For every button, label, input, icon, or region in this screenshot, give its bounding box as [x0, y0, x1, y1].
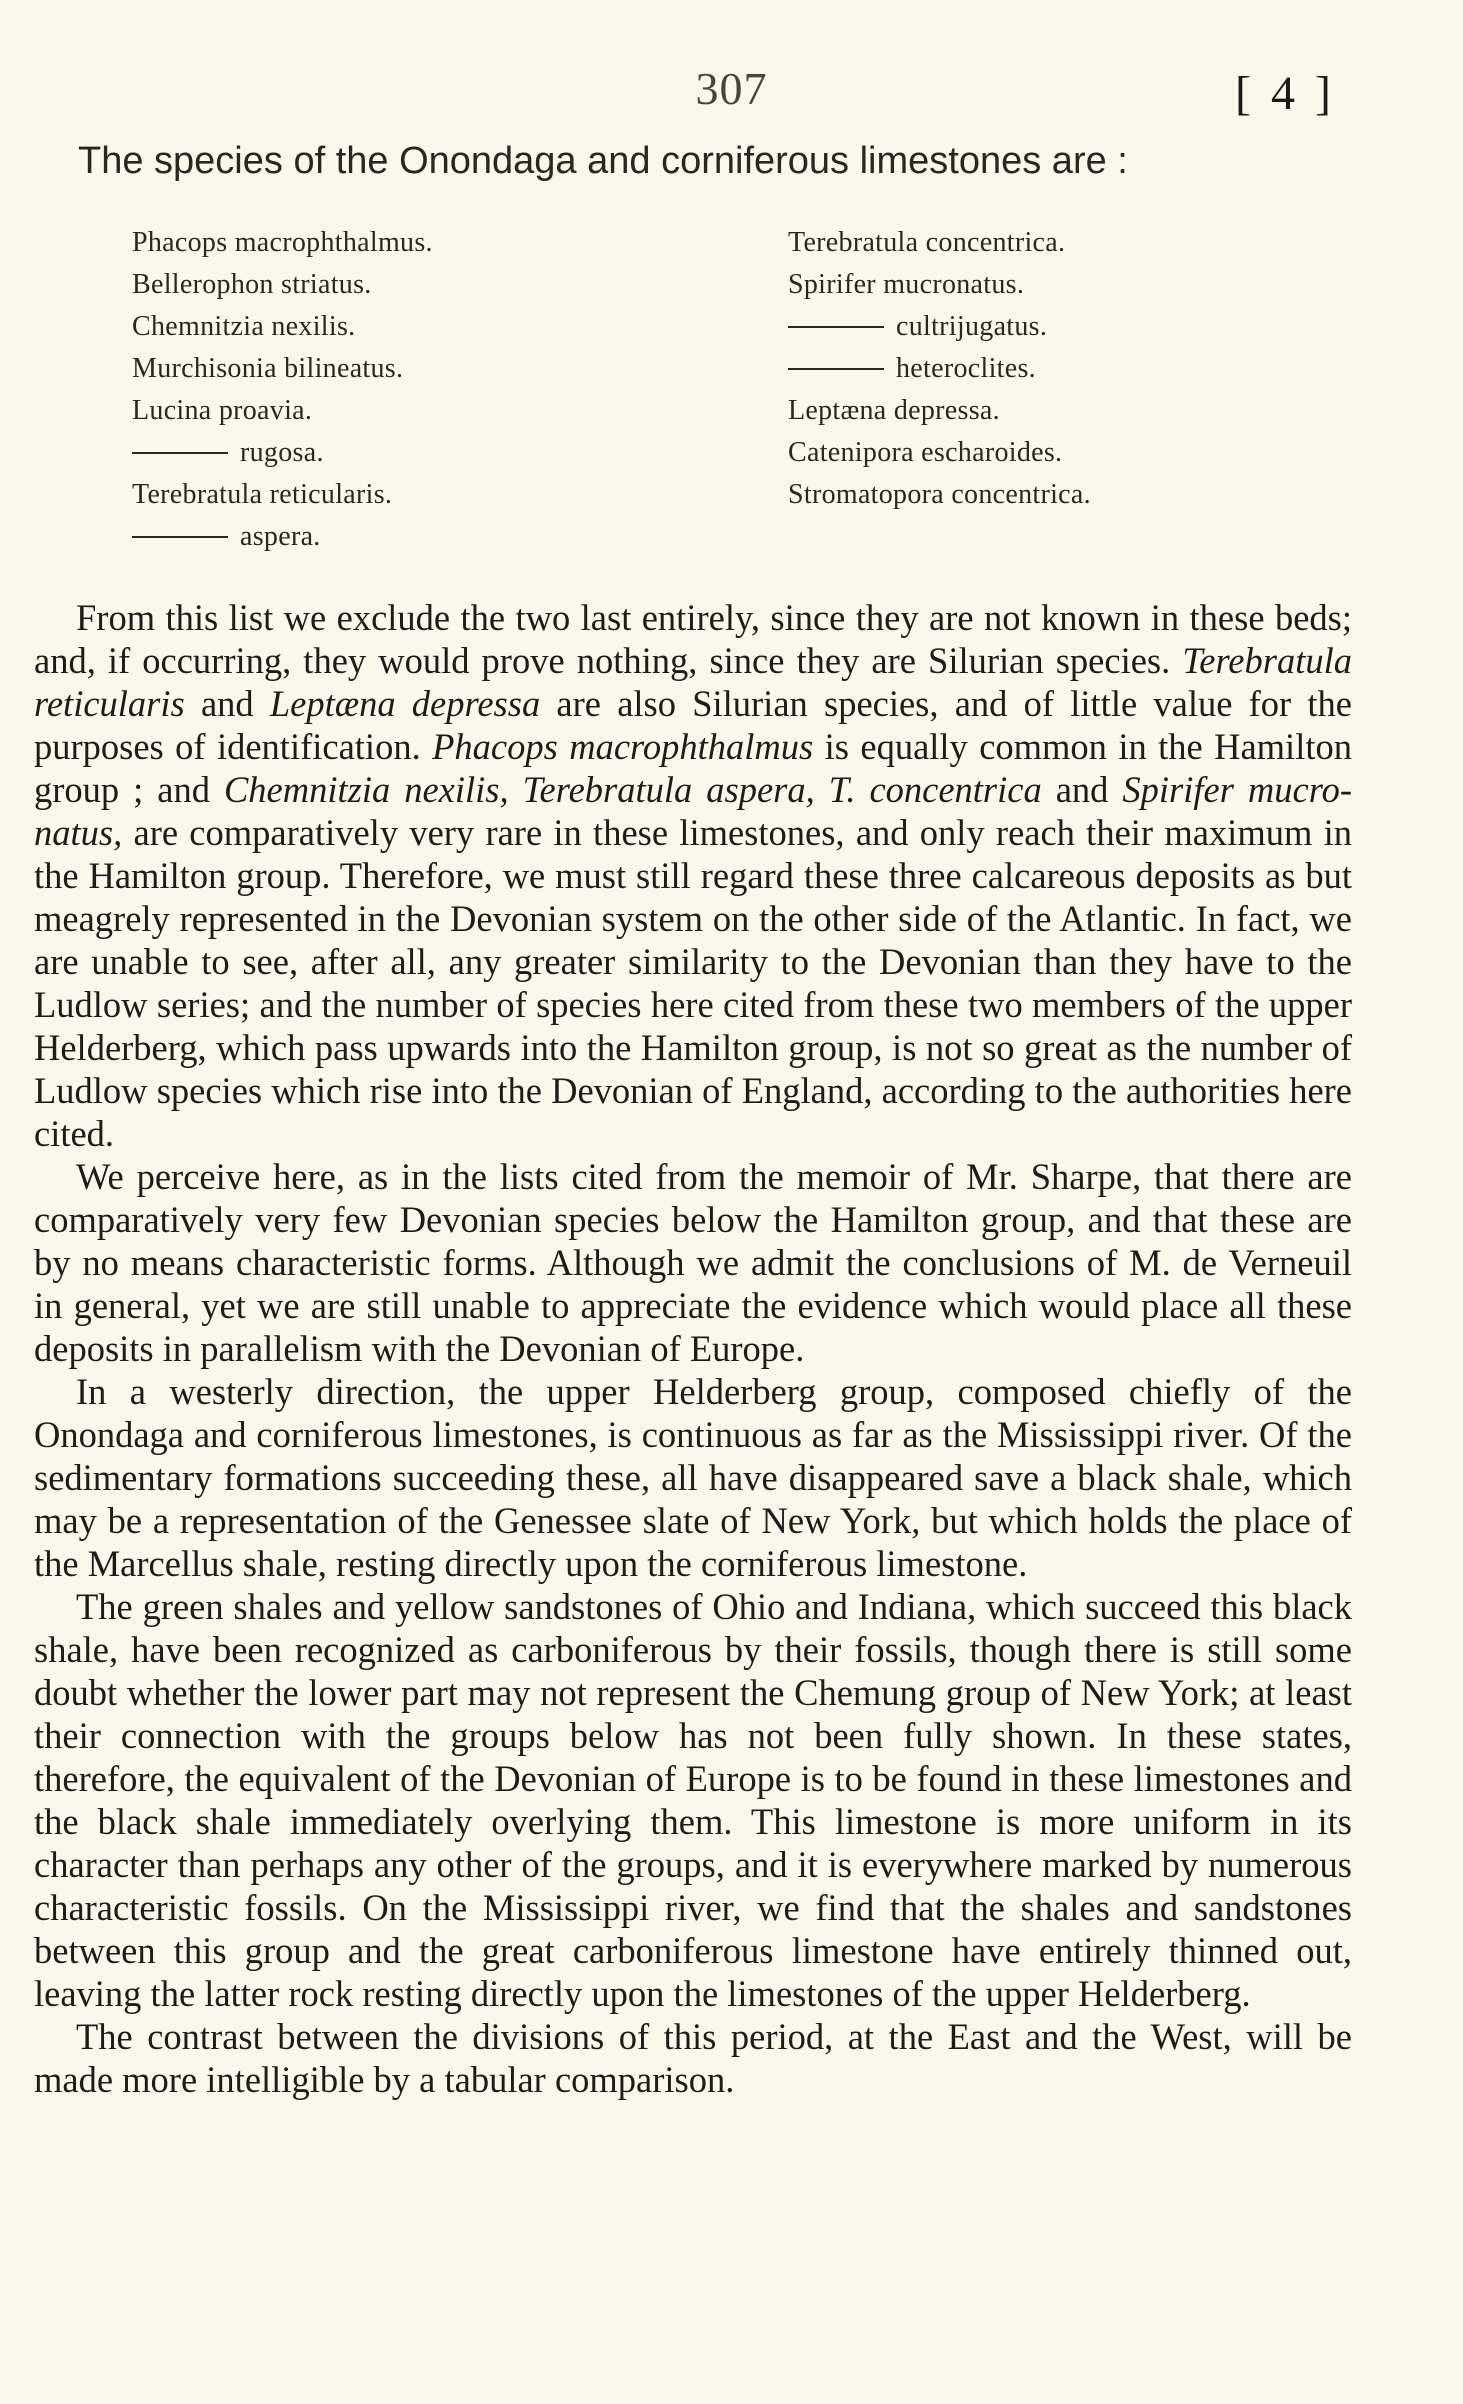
species-item [132, 222, 752, 264]
text-run: The contrast between the divisions of this period, at the East and the West, will be made more intelligible by a tabular comparison. [34, 2016, 1352, 2100]
ditto-dash [788, 326, 884, 328]
species-list-left [132, 222, 752, 558]
body-text [34, 596, 1352, 2101]
text-run: From this list we exclude the two last entirely, since they are not known in these beds; and, if occurring, they would prove nothing, since they are Silurian species. [34, 597, 1352, 681]
paragraph [34, 2015, 1352, 2101]
italic-species-name: Chemnitzia nexilis, Terebratula aspera, T. concentrica [223, 769, 1042, 810]
text-run: are also Silurian species, and of little value for the purposes of identification. [34, 683, 1352, 767]
species-name: heteroclites. [896, 353, 1036, 384]
paragraph [34, 596, 1352, 1155]
ditto-dash [132, 536, 228, 538]
paragraph [34, 1585, 1352, 2015]
text-run: is equally common in the Hamilton group ; and [34, 726, 1352, 810]
text-run: We perceive here, as in the lists cited from the memoir of Mr. Sharpe, that there are comparatively very few Devonian species below the Hamilton group, and that these are by no means characteristic forms. Although we admit the conclusions of M. de Verneuil in general, yet we are still unable to appreciate the evidence which would place all these deposits in parallelism with the Devonian of Europe. [34, 1156, 1352, 1369]
ditto-dash [788, 368, 884, 370]
species-name: Chemnitzia nexilis. [132, 311, 356, 342]
italic-species-name: Phacops macrophthalmus [432, 726, 814, 767]
species-item [132, 516, 752, 558]
species-item [132, 390, 752, 432]
paragraph [34, 1370, 1352, 1585]
species-name: cultrijugatus. [896, 311, 1048, 342]
species-item [788, 474, 1388, 516]
paragraph [34, 1155, 1352, 1370]
species-item [132, 348, 752, 390]
italic-species-name: Terebratula reticularis [34, 640, 1352, 724]
species-list-right [788, 222, 1388, 516]
species-item [788, 306, 1388, 348]
species-name: Phacops macrophthalmus. [132, 227, 433, 258]
species-item [788, 264, 1388, 306]
species-name: Bellerophon striatus. [132, 269, 372, 300]
species-item [132, 432, 752, 474]
species-item [788, 222, 1388, 264]
species-name: Lucina proavia. [132, 395, 313, 426]
page-number: 307 [695, 63, 768, 114]
section-mark: [ 4 ] [1235, 67, 1335, 120]
species-item [788, 432, 1388, 474]
species-item [788, 348, 1388, 390]
ditto-dash [132, 452, 228, 454]
species-intro-heading: The species of the Onondaga and corniferous limestones are : [78, 140, 1128, 182]
text-run: The green shales and yellow sandstones of Ohio and Indiana, which succeed this black shale, have been recognized as carboniferous by their fossils, though there is still some doubt whether the lower part may not represent the Chemung group of New York; at least their connection with the groups below has not been fully shown. In these states, therefore, the equivalent of the Devonian of Europe is to be found in these limestones and the black shale immediately overlying them. This limestone is more uniform in its character than perhaps any other of the groups, and it is everywhere marked by numerous characteristic fossils. On the Mississippi river, we find that the shales and sandstones between this group and the great carboniferous limestone have entirely thinned out, leaving the latter rock resting directly upon the limestones of the upper Helderberg. [34, 1586, 1352, 2014]
species-name: Leptæna depressa. [788, 395, 1000, 426]
text-run: and [184, 683, 270, 724]
species-name: Murchisonia bilineatus. [132, 353, 404, 384]
species-name: Terebratula concentrica. [788, 227, 1066, 258]
species-name: Spirifer mucronatus. [788, 269, 1025, 300]
species-name: aspera. [240, 521, 321, 552]
species-name: Stromatopora concentrica. [788, 479, 1091, 510]
species-name: Terebratula reticularis. [132, 479, 393, 510]
text-run: In a westerly direction, the upper Helderberg group, composed chiefly of the Onondaga and corniferous limestones, is continuous as far as the Mississippi river. Of the sedimentary formations succeeding these, all have disappeared save a black shale, which may be a representation of the Genessee slate of New York, but which holds the place of the Marcellus shale, resting directly upon the corniferous limestone. [34, 1371, 1352, 1584]
text-run: and [1041, 769, 1123, 810]
italic-species-name: Spirifer mucronatus, [34, 769, 1352, 853]
species-item [132, 474, 752, 516]
italic-species-name: Leptæna depressa [269, 683, 541, 724]
species-item [132, 306, 752, 348]
species-item [788, 390, 1388, 432]
species-name: Catenipora escharoides. [788, 437, 1063, 468]
species-name: rugosa. [240, 437, 324, 468]
text-run: are comparatively very rare in these limestones, and only reach their maximum in the Hamilton group. Therefore, we must still regard these three calcareous deposits as but meagrely represented in the Devonian system on the other side of the Atlantic. In fact, we are unable to see, after all, any greater similarity to the Devonian than they have to the Ludlow series; and the number of species here cited from these two members of the upper Helderberg, which pass upwards into the Hamilton group, is not so great as the number of Ludlow species which rise into the Devonian of England, according to the authorities here cited. [34, 812, 1352, 1154]
species-item [132, 264, 752, 306]
